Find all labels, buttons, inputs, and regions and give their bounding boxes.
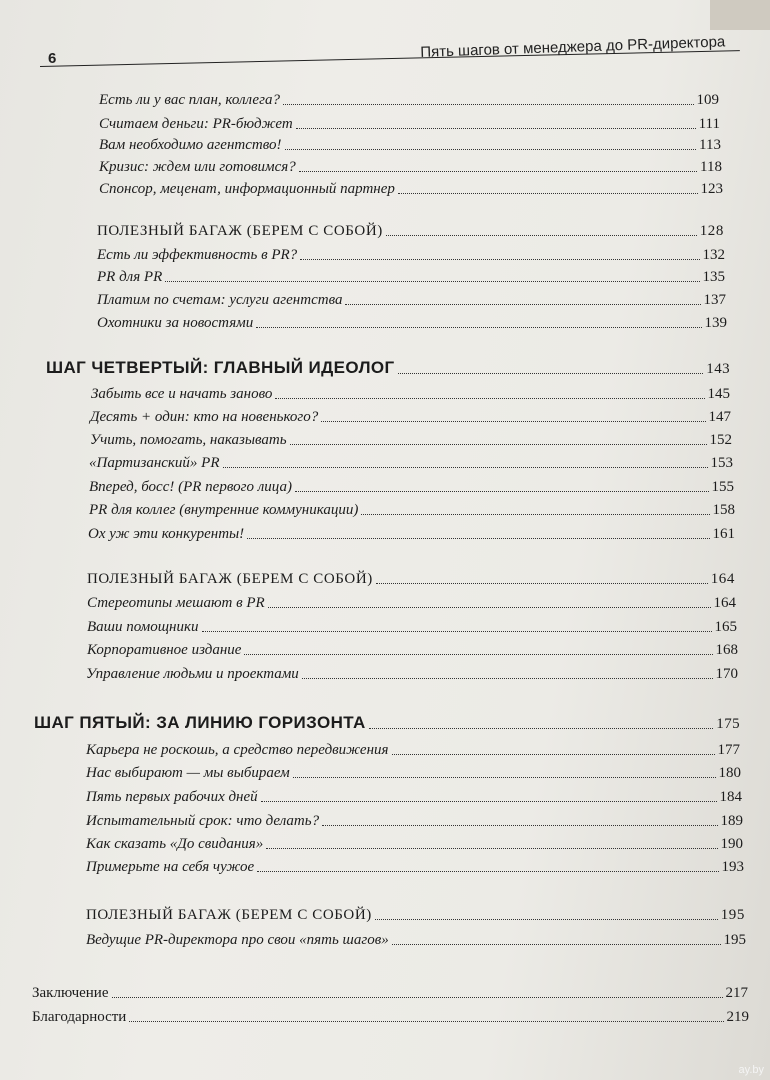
leader-dots (361, 514, 709, 515)
toc-entry-title: Нас выбирают — мы выбираем (86, 765, 290, 781)
toc-entry (87, 619, 737, 636)
leader-dots (398, 373, 704, 374)
toc-entry-page: 123 (700, 181, 723, 197)
leader-dots (244, 654, 712, 655)
toc-entry (89, 479, 734, 496)
leader-dots (293, 777, 716, 778)
toc-entry (99, 137, 721, 154)
leader-dots (268, 607, 711, 608)
toc-entry-page: 190 (720, 836, 743, 852)
toc-entry-page: 135 (702, 269, 725, 285)
toc-entry-title: Стереотипы мешают в PR (87, 595, 265, 611)
toc-entry-title: Учить, помогать, наказывать (90, 432, 287, 448)
toc-chapter (46, 358, 730, 378)
leader-dots (300, 259, 699, 260)
toc-entry-title: Карьера не роскошь, а средство передвижения (86, 742, 389, 758)
toc-entry (32, 985, 748, 1002)
toc-entry (97, 315, 727, 332)
toc-entry-page: 152 (709, 432, 732, 448)
toc-entry (90, 409, 731, 426)
leader-dots (112, 997, 723, 998)
toc-entry-page: 195 (720, 907, 745, 923)
toc-entry-title: Считаем деньги: PR-бюджет (99, 116, 293, 132)
toc-entry-title: Ведущие PR-директора про свои «пять шагов» (86, 932, 389, 948)
leader-dots (223, 467, 708, 468)
toc-entry (97, 269, 725, 286)
toc-entry-page: 184 (719, 789, 742, 805)
toc-chapter (34, 713, 740, 733)
toc-section (87, 571, 735, 588)
toc-entry-page: 175 (716, 716, 740, 732)
leader-dots (302, 678, 713, 679)
leader-dots (283, 104, 694, 105)
leader-dots (321, 421, 705, 422)
toc-entry-title: Пять первых рабочих дней (86, 789, 258, 805)
toc-section (86, 907, 745, 924)
toc-entry-title: ПОЛЕЗНЫЙ БАГАЖ (БЕРЕМ С СОБОЙ) (97, 223, 383, 239)
toc-entry-title: Спонсор, меценат, информационный партнер (99, 181, 395, 197)
leader-dots (129, 1021, 723, 1022)
toc-entry-page: 219 (726, 1009, 749, 1025)
toc-entry-page: 164 (713, 595, 736, 611)
toc-entry-page: 158 (712, 502, 735, 518)
toc-entry-title: Как сказать «До свидания» (86, 836, 264, 852)
toc-entry-page: 111 (698, 116, 720, 132)
toc-entry (86, 789, 742, 806)
toc-entry-page: 193 (721, 859, 744, 875)
toc-entry-page: 164 (710, 571, 735, 587)
toc-entry-title: PR для коллег (внутренние коммуникации) (89, 502, 359, 518)
toc-entry-page: 177 (717, 742, 740, 758)
toc-entry (86, 765, 741, 782)
toc-entry-page: 155 (711, 479, 734, 495)
toc-entry (86, 932, 746, 949)
toc-entry-page: 165 (714, 619, 737, 635)
toc-entry (86, 742, 740, 759)
leader-dots (285, 149, 697, 150)
toc-entry-page: 161 (712, 526, 735, 542)
toc-entry (32, 1009, 749, 1026)
toc-entry-title: Есть ли у вас план, коллега? (99, 92, 280, 108)
toc-entry (88, 526, 735, 543)
toc-entry-page: 137 (703, 292, 726, 308)
toc-entry (99, 181, 723, 198)
toc-entry (89, 455, 733, 472)
toc-entry (86, 836, 743, 853)
toc-entry (86, 666, 738, 683)
toc-entry-title: Платим по счетам: услуги агентства (97, 292, 343, 308)
toc-entry-title: Испытательный срок: что делать? (86, 813, 320, 829)
toc-entry-title: Управление людьми и проектами (86, 666, 299, 682)
toc-entry-page: 168 (715, 642, 738, 658)
toc-entry (99, 159, 722, 176)
leader-dots (322, 825, 717, 826)
toc-entry-page: 147 (708, 409, 731, 425)
leader-dots (392, 754, 715, 755)
leader-dots (375, 919, 718, 920)
toc-entry-page: 195 (723, 932, 746, 948)
leader-dots (247, 538, 709, 539)
toc-entry-title: ПОЛЕЗНЫЙ БАГАЖ (БЕРЕМ С СОБОЙ) (87, 571, 373, 587)
leader-dots (345, 304, 700, 305)
leader-dots (266, 848, 717, 849)
toc-entry-page: 118 (700, 159, 722, 175)
toc-entry-title: Десять + один: кто на новенького? (90, 409, 319, 425)
toc-entry-title: «Партизанский» PR (89, 455, 220, 471)
toc-entry-title: Примерьте на себя чужое (86, 859, 255, 875)
leader-dots (296, 128, 696, 129)
toc-entry-title: Вперед, босс! (PR первого лица) (89, 479, 292, 495)
toc-chapter-title: ШАГ ЧЕТВЕРТЫЙ: ГЛАВНЫЙ ИДЕОЛОГ (46, 358, 395, 377)
toc-entry (91, 386, 730, 403)
toc-entry (87, 642, 738, 659)
toc-entry-page: 217 (725, 985, 748, 1001)
page-corner-background (710, 0, 770, 30)
toc-entry (90, 432, 732, 449)
toc-entry-title: Ох уж эти конкуренты! (88, 526, 245, 542)
leader-dots (256, 327, 701, 328)
leader-dots (295, 491, 709, 492)
header-rule (40, 50, 740, 67)
toc-entry-title: Заключение (32, 985, 109, 1001)
leader-dots (261, 801, 717, 802)
toc-chapter-title: ШАГ ПЯТЫЙ: ЗА ЛИНИЮ ГОРИЗОНТА (34, 713, 366, 732)
toc-entry-title: Вам необходимо агентство! (99, 137, 282, 153)
leader-dots (202, 631, 712, 632)
toc-entry-page: 132 (702, 247, 725, 263)
leader-dots (386, 235, 697, 236)
leader-dots (376, 583, 708, 584)
toc-entry-page: 109 (696, 92, 719, 108)
toc-entry-title: Есть ли эффективность в PR? (97, 247, 298, 263)
leader-dots (398, 193, 698, 194)
toc-section (97, 223, 724, 240)
toc-entry-title: PR для PR (97, 269, 163, 285)
toc-entry-title: Кризис: ждем или готовимся? (99, 159, 296, 175)
toc-entry (86, 859, 744, 876)
toc-entry-title: Ваши помощники (87, 619, 199, 635)
toc-entry-page: 180 (718, 765, 741, 781)
toc-entry-title: Корпоративное издание (87, 642, 242, 658)
toc-entry-title: Благодарности (32, 1009, 127, 1025)
leader-dots (275, 398, 704, 399)
toc-entry-title: Забыть все и начать заново (91, 386, 273, 402)
toc-entry-page: 113 (699, 137, 721, 153)
toc-entry (99, 116, 720, 133)
toc-entry (97, 292, 726, 309)
toc-entry (87, 595, 736, 612)
toc-entry-page: 153 (710, 455, 733, 471)
leader-dots (299, 171, 697, 172)
toc-entry-title: Охотники за новостями (97, 315, 254, 331)
page-number: 6 (48, 50, 57, 67)
toc-entry-page: 189 (720, 813, 743, 829)
leader-dots (257, 871, 718, 872)
toc-entry (97, 247, 725, 264)
toc-entry-page: 143 (706, 361, 730, 377)
leader-dots (392, 944, 721, 945)
watermark: ay.by (738, 1064, 764, 1076)
toc-entry-page: 145 (707, 386, 730, 402)
toc-entry-page: 128 (699, 223, 724, 239)
toc-entry-page: 170 (715, 666, 738, 682)
toc-entry-title: ПОЛЕЗНЫЙ БАГАЖ (БЕРЕМ С СОБОЙ) (86, 907, 372, 923)
running-header-title: Пять шагов от менеджера до PR-директора (420, 33, 726, 61)
leader-dots (290, 444, 707, 445)
toc-entry (89, 502, 735, 519)
leader-dots (165, 281, 699, 282)
toc-entry (99, 92, 719, 109)
toc-entry-page: 139 (704, 315, 727, 331)
leader-dots (369, 728, 714, 729)
toc-entry (86, 813, 743, 830)
